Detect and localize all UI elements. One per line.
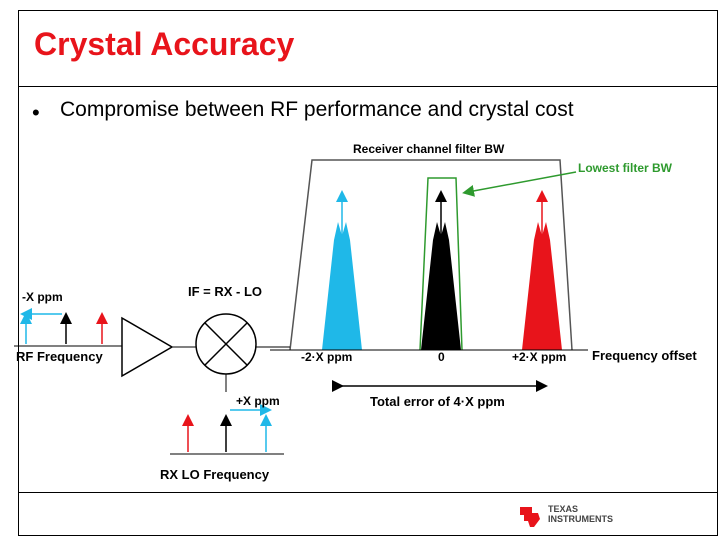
black-signal-spectrum bbox=[421, 222, 461, 350]
lowest-filter-label: Lowest filter BW bbox=[578, 161, 673, 175]
neg-2x-ppm-label: -2·X ppm bbox=[301, 350, 353, 364]
pos-2x-ppm-label: +2·X ppm bbox=[512, 350, 567, 364]
logo-wordmark: TEXAS INSTRUMENTS bbox=[548, 504, 613, 524]
lowest-filter-pointer-arrow bbox=[468, 172, 576, 192]
receiver-filter-label: Receiver channel filter BW bbox=[353, 142, 505, 156]
amplifier-triangle-icon bbox=[122, 318, 172, 376]
bullet-text: Compromise between RF performance and crystal cost bbox=[60, 98, 574, 121]
bullet-icon: • bbox=[32, 100, 40, 125]
footer-divider bbox=[18, 492, 718, 493]
rf-frequency-label: RF Frequency bbox=[16, 349, 103, 364]
pos-x-ppm-label: +X ppm bbox=[236, 394, 280, 408]
total-error-label: Total error of 4·X ppm bbox=[370, 394, 505, 409]
zero-offset-label: 0 bbox=[438, 350, 445, 364]
if-equation-label: IF = RX - LO bbox=[188, 284, 263, 299]
frequency-offset-label: Frequency offset bbox=[592, 348, 697, 363]
slide-title: Crystal Accuracy bbox=[34, 26, 295, 62]
cyan-signal-spectrum bbox=[322, 222, 362, 350]
rx-lo-frequency-label: RX LO Frequency bbox=[160, 467, 270, 482]
red-signal-spectrum bbox=[522, 222, 562, 350]
neg-x-ppm-label: -X ppm bbox=[22, 290, 63, 304]
